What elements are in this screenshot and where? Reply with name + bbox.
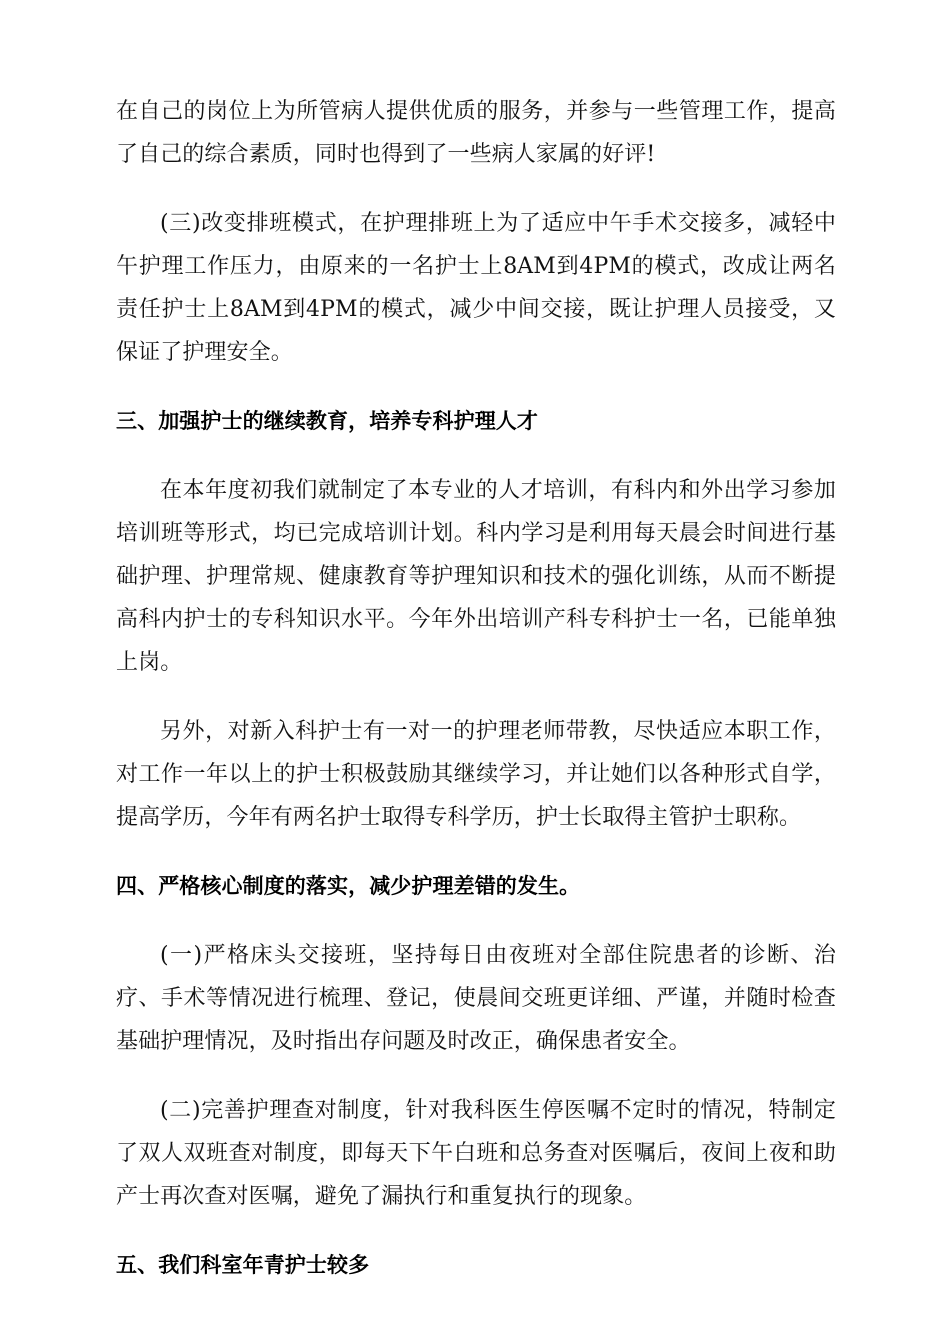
paragraph-continued: 在自己的岗位上为所管病人提供优质的服务，并参与一些管理工作，提高了自己的综合素质，同时也得到了一些病人家属的好评!: [116, 99, 836, 167]
paragraph-bedside-handover: (一)严格床头交接班，坚持每日由夜班对全部住院患者的诊断、治疗、手术等情况进行梳理、登记，使晨间交班更详细、严谨，并随时检查基础护理情况，及时指出存问题及时改正，确保患者安全。: [116, 943, 836, 1054]
section-heading-5: 五、我们科室年青护士较多: [116, 1253, 370, 1277]
section-heading-4: 四、严格核心制度的落实，减少护理差错的发生。: [116, 874, 581, 898]
paragraph-new-nurse-mentoring: 另外，对新入科护士有一对一的护理老师带教，尽快适应本职工作，对工作一年以上的护士积极鼓励其继续学习，并让她们以各种形式自学，提高学历，今年有两名护士取得专科学历，护士长取得主管护士职称。: [116, 719, 836, 830]
paragraph-training-plan: 在本年度初我们就制定了本专业的人才培训，有科内和外出学习参加培训班等形式，均已完成培训计划。科内学习是利用每天晨会时间进行基础护理、护理常规、健康教育等护理知识和技术的强化训练，从而不断提高科内护士的专科知识水平。今年外出培训产科专科护士一名，已能单独上岗。: [116, 478, 836, 675]
paragraph-order-verification: (二)完善护理查对制度，针对我科医生停医嘱不定时的情况，特制定了双人双班查对制度，即每天下午白班和总务查对医嘱后，夜间上夜和助产士再次查对医嘱，避免了漏执行和重复执行的现象。: [116, 1098, 836, 1209]
section-heading-3: 三、加强护士的继续教育，培养专科护理人才: [116, 409, 538, 433]
paragraph-schedule-change: (三)改变排班模式，在护理排班上为了适应中午手术交接多，减轻中午护理工作压力，由原来的一名护士上8AM到4PM的模式，改成让两名责任护士上8AM到4PM的模式，减少中间交接，既让护理人员接受，又保证了护理安全。: [116, 211, 836, 365]
document-body: [116, 90, 836, 1313]
